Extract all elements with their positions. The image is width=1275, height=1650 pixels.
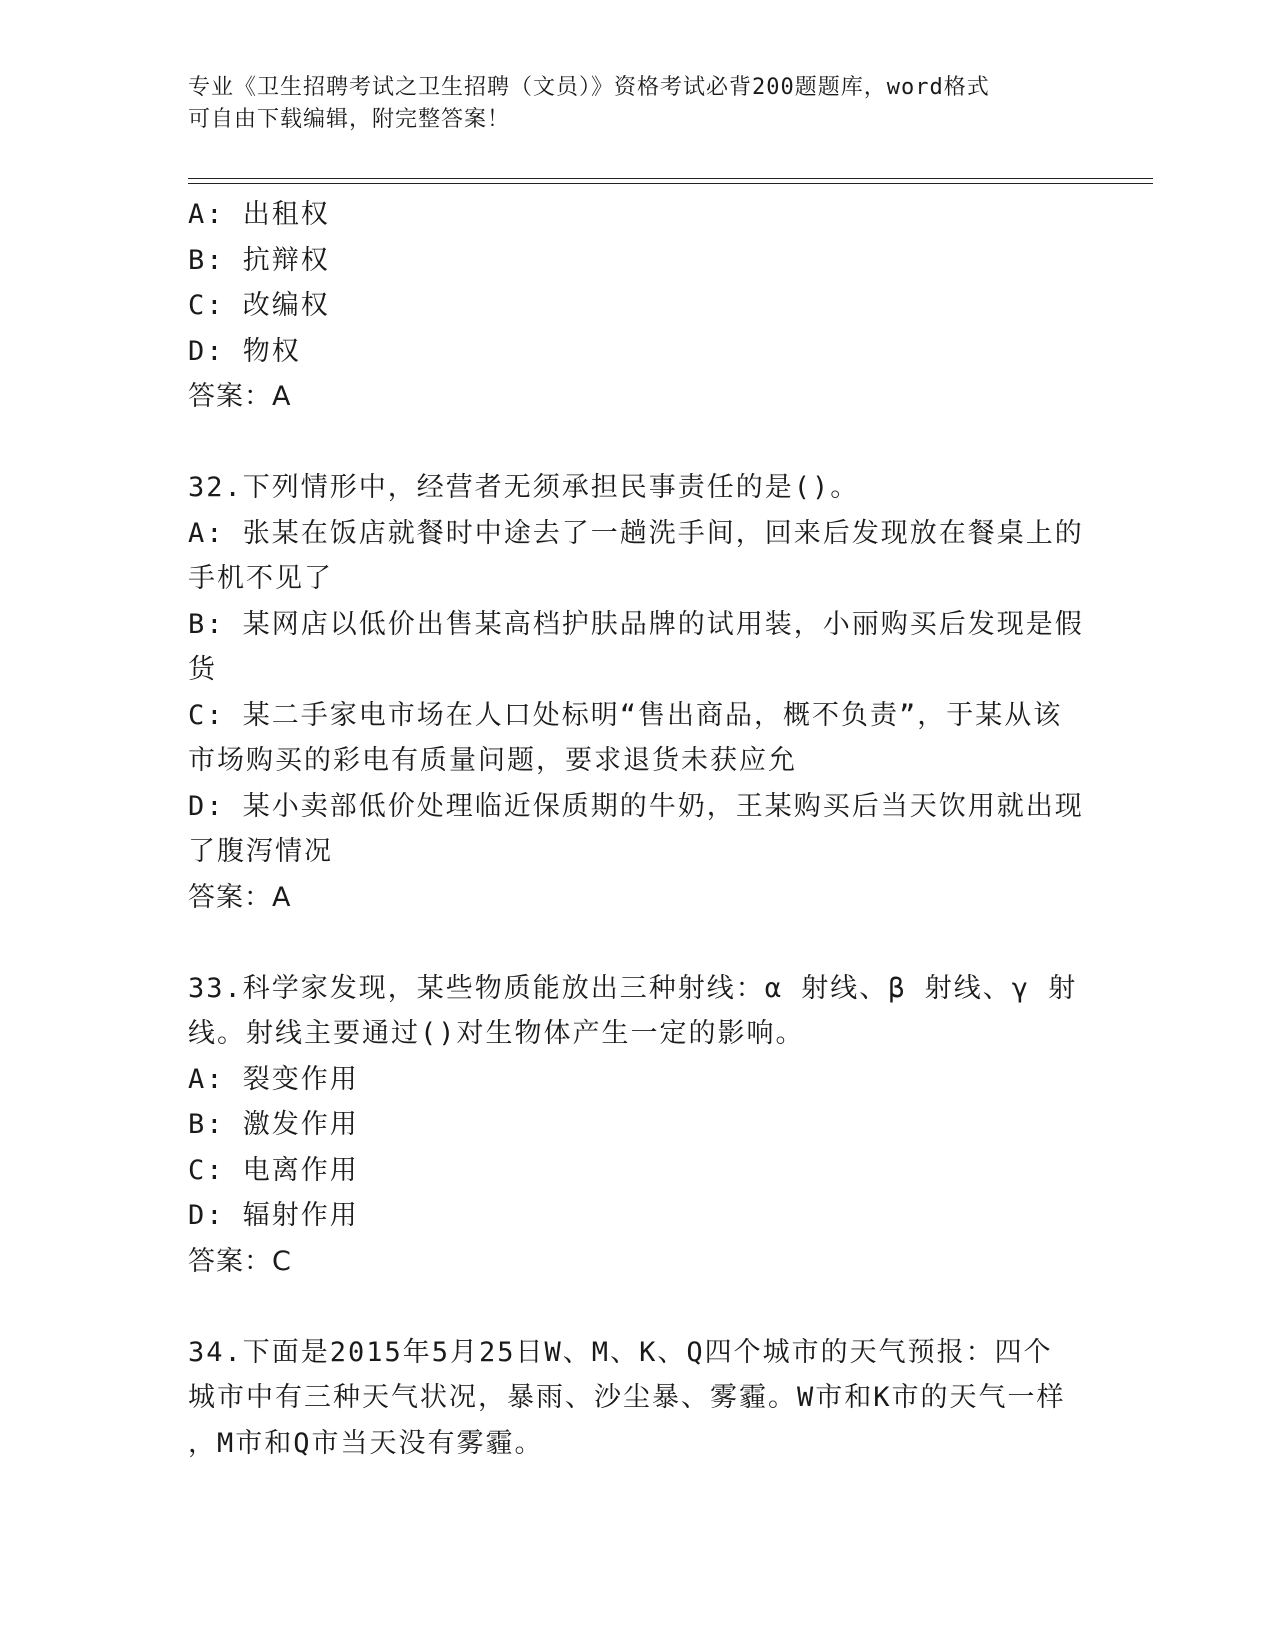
q34-stem: 34.下面是2015年5月25日W、M、K、Q四个城市的天气预报：四个 [188, 1336, 1053, 1368]
q31-option-d: D: 物权 [188, 335, 301, 367]
document-header [188, 72, 1068, 136]
q32-option-d-cont: 了腹泻情况 [188, 836, 333, 867]
header-line-2: 可自由下载编辑，附完整答案！ [188, 107, 511, 132]
spacer [188, 1284, 1088, 1330]
header-rule-top [188, 178, 1153, 179]
q32-stem: 32.下列情形中，经营者无须承担民事责任的是()。 [188, 472, 860, 503]
question-34 [188, 1330, 1088, 1467]
q32-option-c-cont: 市场购买的彩电有质量问题，要求退货未获应允 [188, 745, 797, 776]
q33-option-a: A: 裂变作用 [188, 1063, 359, 1095]
spacer [188, 920, 1088, 966]
q33-option-c: C: 电离作用 [188, 1154, 359, 1186]
q33-option-b: B: 激发作用 [188, 1109, 359, 1140]
q32-option-a: A: 张某在饭店就餐时中途去了一趟洗手间，回来后发现放在餐桌上的 [188, 517, 1084, 549]
document-body [188, 192, 1088, 1466]
q32-option-c: C: 某二手家电市场在人口处标明“售出商品，概不负责”，于某从该 [188, 699, 1063, 731]
q31-option-a: A: 出租权 [188, 199, 330, 230]
header-rule-bottom [188, 183, 1153, 184]
q32-option-a-cont: 手机不见了 [188, 563, 333, 594]
q32-option-b: B: 某网店以低价出售某高档护肤品牌的试用装，小丽购买后发现是假 [188, 608, 1084, 640]
q31-answer: 答案：A [188, 381, 292, 412]
spacer [188, 420, 1088, 466]
q33-option-d: D: 辐射作用 [188, 1200, 359, 1231]
question-31 [188, 192, 1088, 420]
q32-option-d: D: 某小卖部低价处理临近保质期的牛奶，王某购买后当天饮用就出现 [188, 790, 1084, 822]
q31-option-c: C: 改编权 [188, 290, 330, 321]
question-33 [188, 966, 1088, 1285]
header-line-1: 专业《卫生招聘考试之卫生招聘（文员）》资格考试必背200题题库，word格式 [188, 75, 990, 100]
q33-stem-cont: 线。射线主要通过()对生物体产生一定的影响。 [188, 1018, 805, 1049]
q34-stem-cont: 城市中有三种天气状况，暴雨、沙尘暴、雾霾。W市和K市的天气一样 [188, 1382, 1066, 1413]
q31-option-b: B: 抗辩权 [188, 244, 330, 276]
q33-stem: 33.科学家发现，某些物质能放出三种射线：α 射线、β 射线、γ 射 [188, 972, 1078, 1004]
q32-option-b-cont: 货 [188, 654, 217, 685]
q33-answer: 答案：C [188, 1245, 292, 1277]
q32-answer: 答案：A [188, 881, 292, 913]
q34-stem-cont-2: ，M市和Q市当天没有雾霾。 [188, 1427, 544, 1459]
question-32 [188, 465, 1088, 920]
